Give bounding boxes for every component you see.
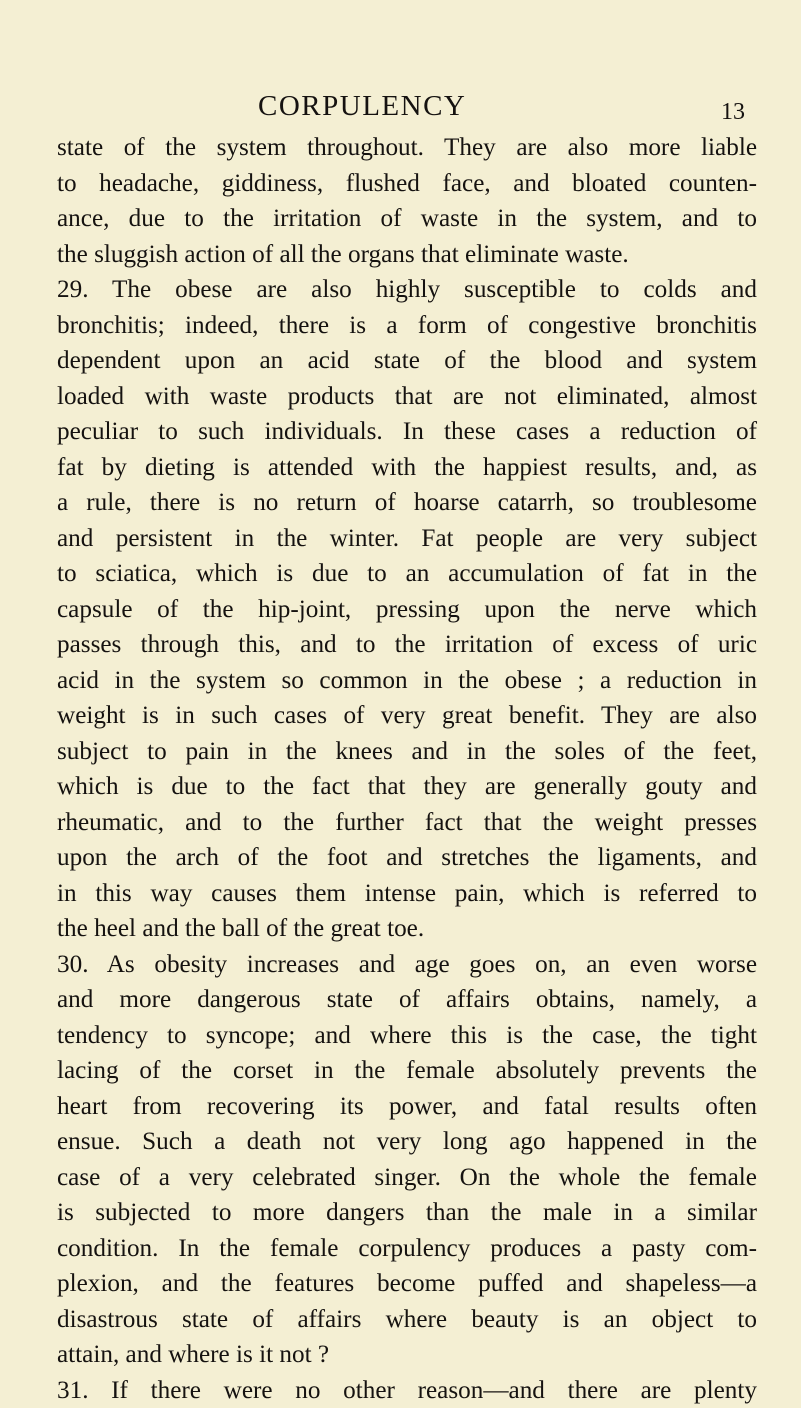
text-line: condition. In the female corpulency produces a pasty com- <box>57 1231 757 1267</box>
text-line: plexion, and the features become puffed and shapeless—a <box>57 1266 757 1302</box>
text-line: the sluggish action of all the organs that eliminate waste. <box>57 237 757 273</box>
body-text <box>57 130 757 1408</box>
text-line: heart from recovering its power, and fatal results often <box>57 1089 757 1125</box>
text-line: passes through this, and to the irritation of excess of uric <box>57 627 757 663</box>
text-line: attain, and where is it not ? <box>57 1337 757 1373</box>
text-line: and persistent in the winter. Fat people are very subject <box>57 521 757 557</box>
paragraph-30-start: 30. As obesity increases and age goes on, an even worse <box>57 947 757 983</box>
page-number: 13 <box>721 92 745 132</box>
text-line: capsule of the hip-joint, pressing upon the nerve which <box>57 592 757 628</box>
running-title: CORPULENCY <box>258 86 466 126</box>
text-line: ance, due to the irritation of waste in the system, and to <box>57 201 757 237</box>
text-line: dependent upon an acid state of the blood and system <box>57 343 757 379</box>
text-line: fat by dieting is attended with the happiest results, and, as <box>57 450 757 486</box>
text-line: is subjected to more dangers than the male in a similar <box>57 1195 757 1231</box>
text-line: acid in the system so common in the obese ; a reduction in <box>57 663 757 699</box>
text-line: case of a very celebrated singer. On the whole the female <box>57 1160 757 1196</box>
text-line: weight is in such cases of very great benefit. They are also <box>57 698 757 734</box>
text-line: rheumatic, and to the further fact that the weight presses <box>57 805 757 841</box>
text-line: bronchitis; indeed, there is a form of congestive bronchitis <box>57 308 757 344</box>
text-line: disastrous state of affairs where beauty is an object to <box>57 1302 757 1338</box>
text-line: upon the arch of the foot and stretches the ligaments, and <box>57 840 757 876</box>
text-line: which is due to the fact that they are generally gouty and <box>57 769 757 805</box>
text-line: subject to pain in the knees and in the soles of the feet, <box>57 734 757 770</box>
text-line: and more dangerous state of affairs obtains, namely, a <box>57 982 757 1018</box>
paragraph-31-start: 31. If there were no other reason—and there are plenty <box>57 1373 757 1408</box>
text-line: state of the system throughout. They are also more liable <box>57 130 757 166</box>
text-line: ensue. Such a death not very long ago happened in the <box>57 1124 757 1160</box>
text-line: the heel and the ball of the great toe. <box>57 911 757 947</box>
text-line: peculiar to such individuals. In these cases a reduction of <box>57 414 757 450</box>
text-line: loaded with waste products that are not eliminated, almost <box>57 379 757 415</box>
text-line: in this way causes them intense pain, which is referred to <box>57 876 757 912</box>
text-line: lacing of the corset in the female absolutely prevents the <box>57 1053 757 1089</box>
text-line: tendency to syncope; and where this is the case, the tight <box>57 1018 757 1054</box>
text-line: to sciatica, which is due to an accumulation of fat in the <box>57 556 757 592</box>
text-line: a rule, there is no return of hoarse catarrh, so troublesome <box>57 485 757 521</box>
page-header <box>0 86 801 126</box>
paragraph-29-start: 29. The obese are also highly susceptible to colds and <box>57 272 757 308</box>
text-line: to headache, giddiness, flushed face, and bloated counten- <box>57 166 757 202</box>
